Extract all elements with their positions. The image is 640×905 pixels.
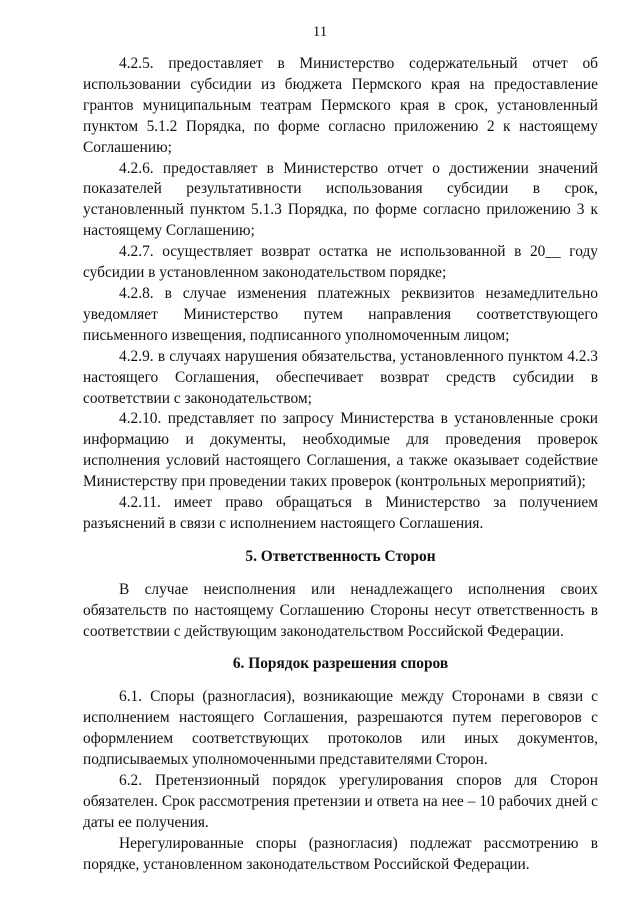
paragraph-4-2-6: 4.2.6. предоставляет в Министерство отчет о достижении значений показателей результативности использования субсидии в срок, установленный пунктом 5.1.3 Порядка, по форме согласно приложению 3 к настоящему Соглашению; [83, 159, 598, 240]
paragraph-6-1: 6.1. Споры (разногласия), возникающие между Сторонами в связи с исполнением настоящего Соглашения, разрешаются путем переговоров с оформлением соответствующих протоколов или иных документов, подписываемых уполномоченными представителями Сторон. [83, 688, 598, 769]
paragraph-4-2-7: 4.2.7. осуществляет возврат остатка не использованной в 20__ году субсидии в установленном законодательством порядке; [83, 243, 598, 282]
paragraph-4-2-9: 4.2.9. в случаях нарушения обязательства, установленного пунктом 4.2.3 настоящего Соглашения, обеспечивает возврат средств субсидии в соответствии с законодательством; [83, 347, 598, 407]
paragraph-4-2-5: 4.2.5. предоставляет в Министерство содержательный отчет об использовании субсидии из бюджета Пермского края на предоставление грантов муниципальным театрам Пермского края в срок, установленный пунктом 5.1.2 Порядка, по форме согласно приложению 2 к настоящему Соглашению; [83, 55, 598, 156]
paragraph-unresolved-disputes: Нерегулированные споры (разногласия) подлежат рассмотрению в порядке, установленном законодательством Российской Федерации. [83, 834, 598, 873]
paragraph-4-2-8: 4.2.8. в случае изменения платежных реквизитов незамедлительно уведомляет Министерство путем направления соответствующего письменного извещения, подписанного уполномоченным лицом; [83, 284, 598, 344]
section-5-paragraph: В случае неисполнения или ненадлежащего исполнения своих обязательств по настоящему Соглашению Стороны несут ответственность в соответствии с действующим законодательством Российской Федерации. [83, 580, 598, 640]
document-body [83, 54, 598, 876]
paragraph-4-2-11: 4.2.11. имеет право обращаться в Министерство за получением разъяснений в связи с исполнением настоящего Соглашения. [83, 494, 598, 532]
section-6-heading: 6. Порядок разрешения споров [232, 655, 449, 673]
paragraph-6-2: 6.2. Претензионный порядок урегулирования споров для Сторон обязателен. Срок рассмотрения претензии и ответа на нее – 10 рабочих дней с даты ее получения. [83, 772, 598, 831]
section-5-heading: 5. Ответственность Сторон [245, 547, 436, 565]
paragraph-4-2-10: 4.2.10. представляет по запросу Министерства в установленные сроки информацию и документы, необходимые для проведения проверок исполнения условий настоящего Соглашения, а также оказывает содействие Министерству при проведении таких проверок (контрольных мероприятий); [83, 410, 598, 491]
page-number: 11 [312, 24, 328, 40]
